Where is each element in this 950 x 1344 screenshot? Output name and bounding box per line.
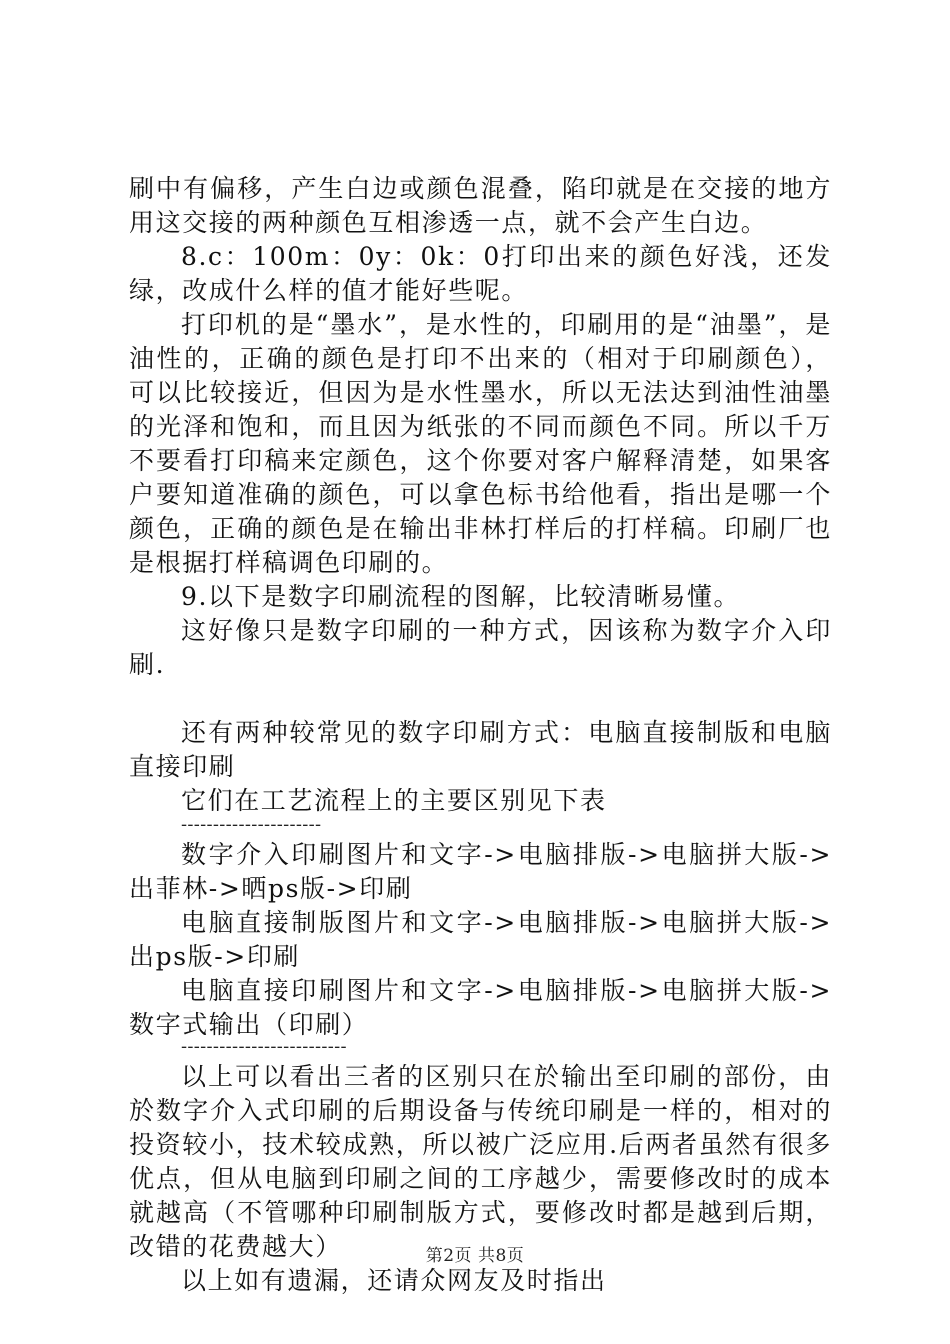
flow-computer-to-plate: 电脑直接制版图片和文字->电脑排版->电脑拼大版->出ps版->印刷	[129, 908, 832, 971]
paragraph-question-8: 8.c：100m：0y：0k：0打印出来的颜色好浅，还发绿，改成什么样的值才能好些呢。	[129, 242, 832, 305]
flow-digital-intervention: 数字介入印刷图片和文字->电脑排版->电脑拼大版->出菲林->晒ps版->印刷	[129, 840, 832, 903]
flow-computer-to-press: 电脑直接印刷图片和文字->电脑排版->电脑拼大版->数字式输出（印刷）	[129, 976, 832, 1039]
paragraph-trapping-end: 刷中有偏移，产生白边或颜色混叠，陷印就是在交接的地方用这交接的两种颜色互相渗透一点，就不会产生白边。	[129, 174, 832, 237]
paragraph-ink-explanation: 打印机的是“墨水”，是水性的，印刷用的是“油墨”，是油性的，正确的颜色是打印不出来的（相对于印刷颜色），可以比较接近，但因为是水性墨水，所以无法达到油性油墨的光泽和饱和，而且因为纸张的不同而颜色不同。所以千万不要看打印稿来定颜色，这个你要对客户解释清楚，如果客户要知道准确的颜色，可以拿色标书给他看，指出是哪一个颜色，正确的颜色是在输出非林打样后的打样稿。印刷厂也是根据打样稿调色印刷的。	[129, 310, 832, 577]
document-body	[129, 172, 832, 1298]
page-footer: 第2页 共8页	[425, 1246, 525, 1266]
paragraph-two-methods: 还有两种较常见的数字印刷方式：电脑直接制版和电脑直接印刷	[129, 718, 832, 781]
paragraph-question-9: 9.以下是数字印刷流程的图解，比较清晰易懂。	[181, 582, 741, 611]
paragraph-closing: 以上如有遗漏，还请众网友及时指出	[181, 1266, 607, 1295]
separator-line-top: ----------------------	[181, 814, 322, 835]
paragraph-conclusion: 以上可以看出三者的区别只在於输出至印刷的部份，由於数字介入式印刷的后期设备与传统印刷是一样的，相对的投资较小，技术较成熟，所以被广泛应用.后两者虽然有很多优点，但从电脑到印刷之间的工序越少，需要修改时的成本就越高（不管哪种印刷制版方式，要修改时都是越到后期，改错的花费越大）	[129, 1062, 832, 1261]
paragraph-digital-intro: 这好像只是数字印刷的一种方式，因该称为数字介入印刷.	[129, 616, 832, 679]
separator-line-bottom: --------------------------	[181, 1036, 347, 1057]
paragraph-table-intro: 它们在工艺流程上的主要区别见下表	[181, 786, 607, 815]
